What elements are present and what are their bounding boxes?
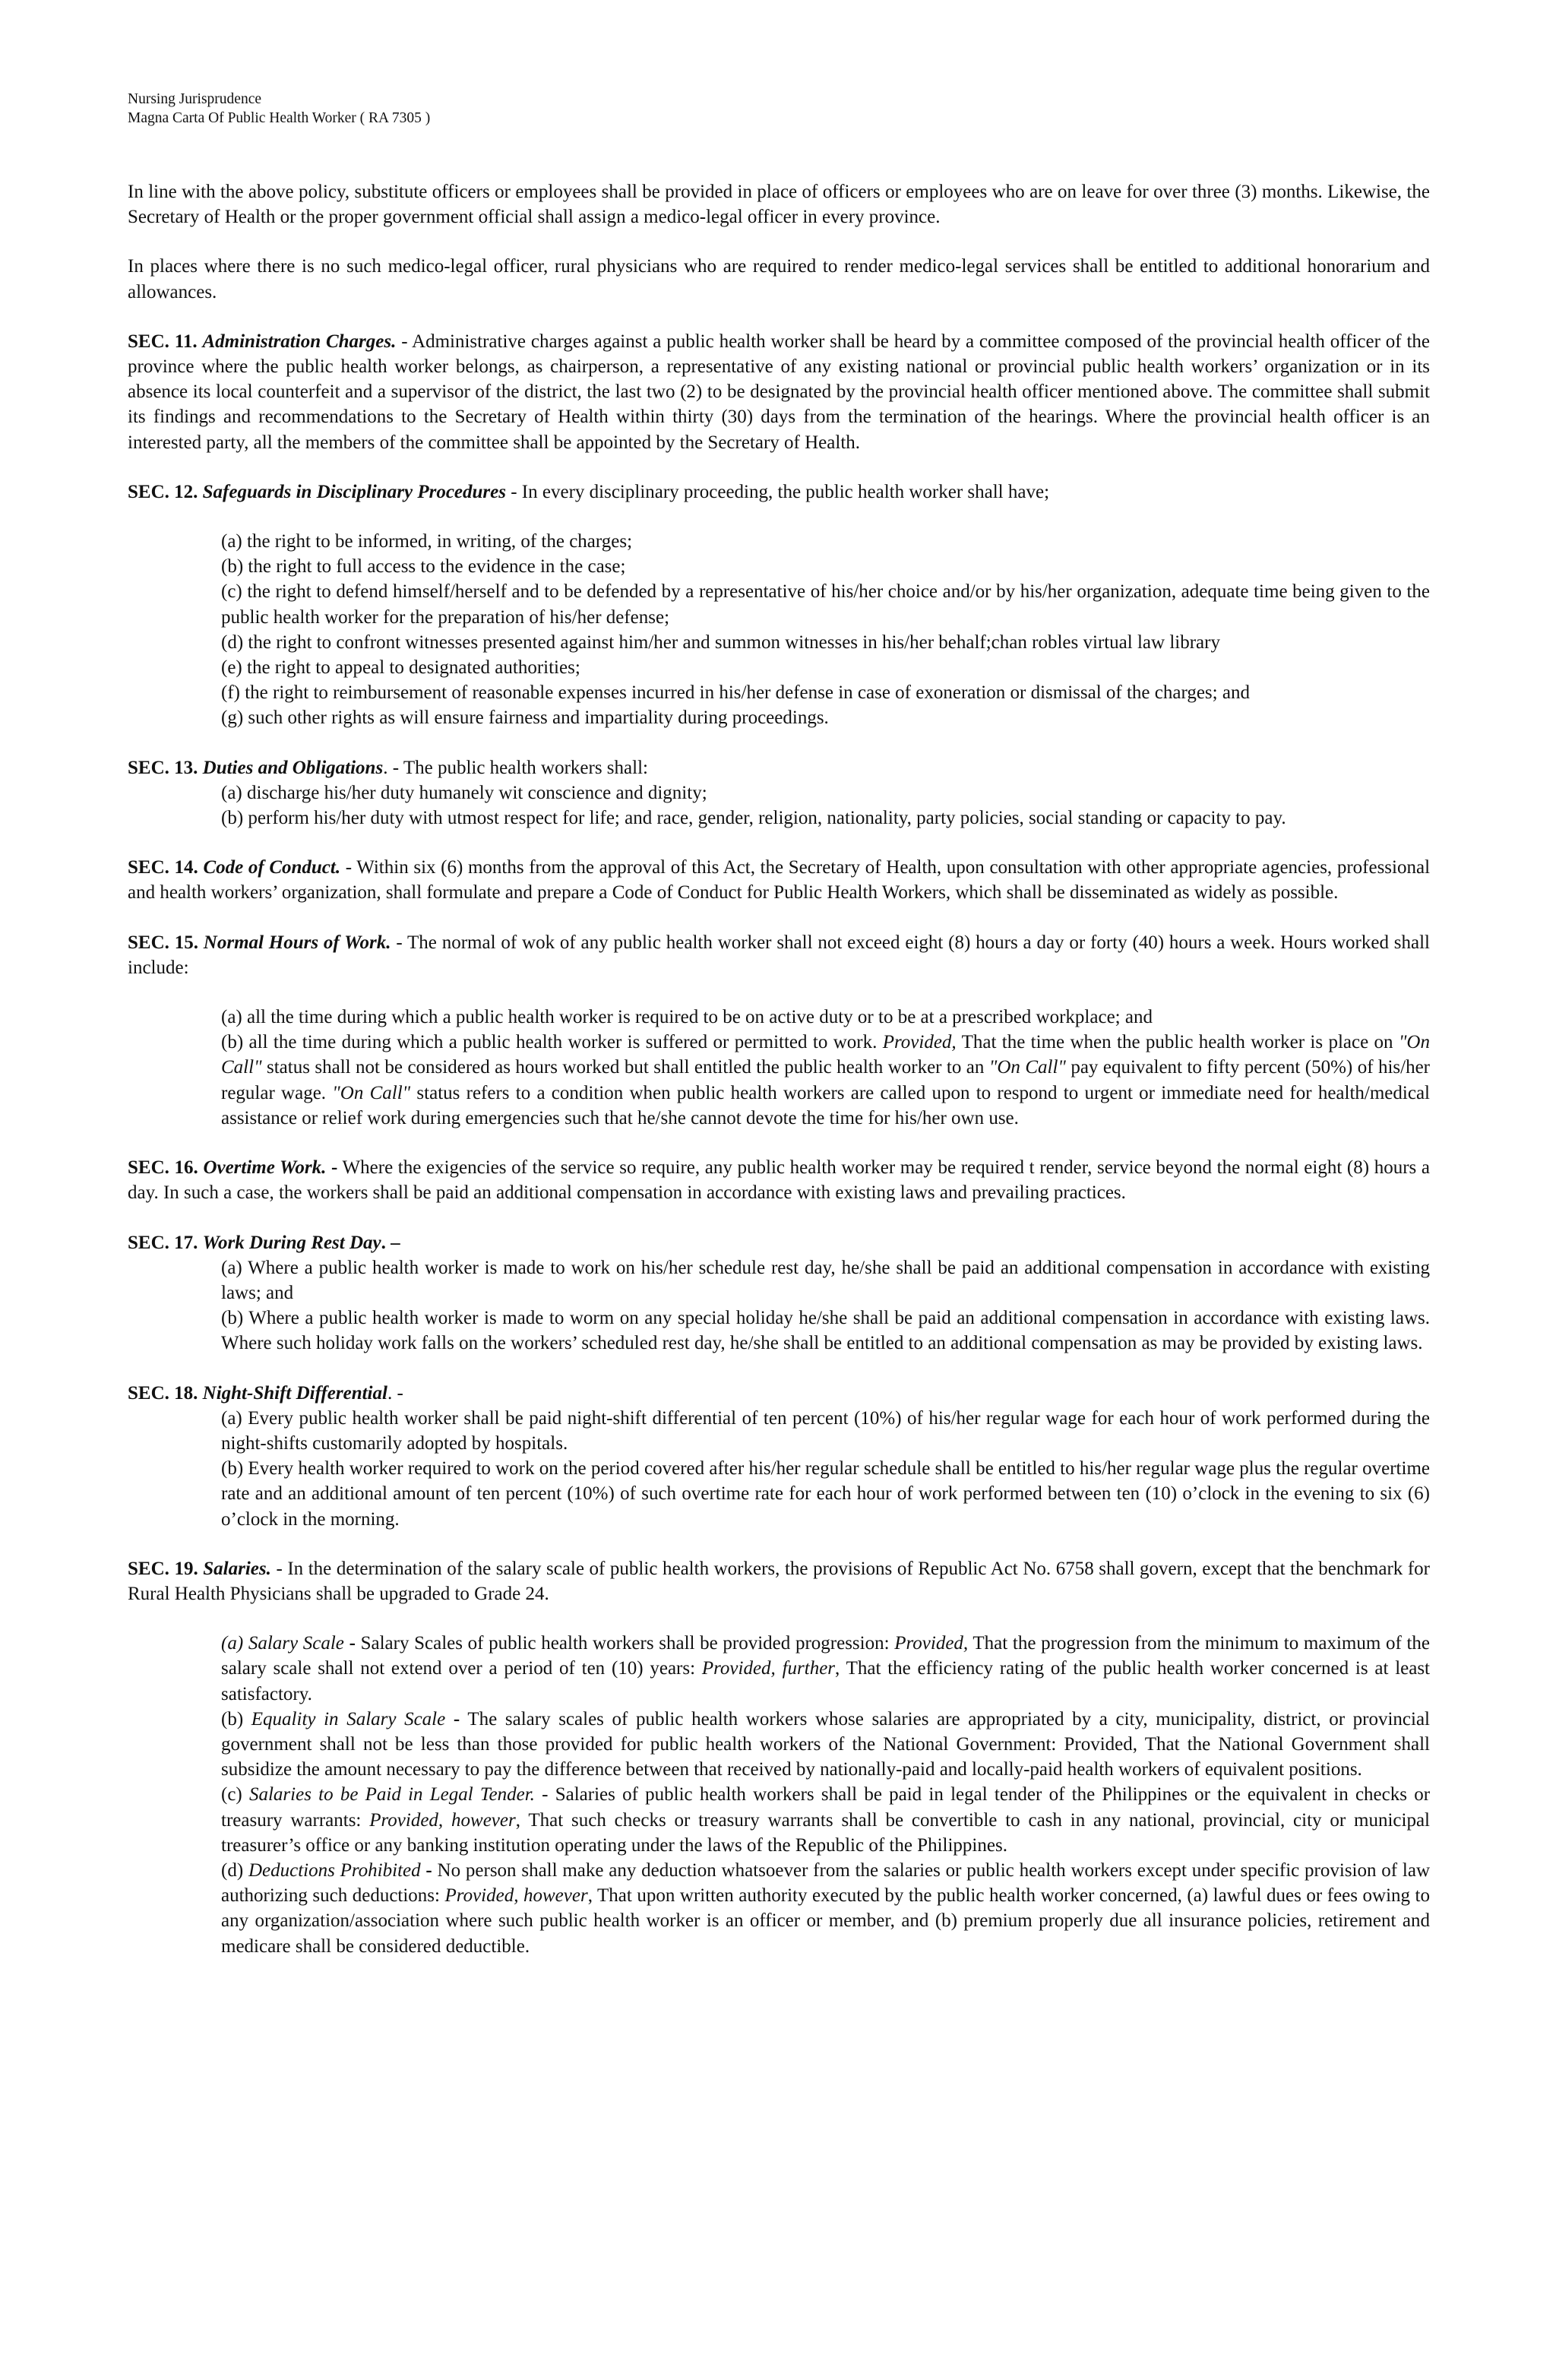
section-title: Overtime Work. xyxy=(203,1157,327,1179)
section-dash: - xyxy=(326,1157,338,1179)
section-text: - The normal of wok of any public health worker shall not exceed eight (8) hours a day or forty (40) hours a week. Hours worked shall include: xyxy=(128,932,1430,978)
list-item: (a) Where a public health worker is made to work on his/her schedule rest day, he/she shall be paid an additional compensation in accordance with existing laws; and xyxy=(221,1257,1430,1303)
intro-paragraph: In places where there is no such medico-legal officer, rural physicians who are required to render medico-legal services shall be entitled to additional honorarium and allowances. xyxy=(128,256,1430,302)
list-item: (b) perform his/her duty with utmost respect for life; and race, gender, religion, nationality, party policies, social standing or capacity to pay. xyxy=(221,808,1286,829)
item-prefix: (b) xyxy=(221,1708,251,1730)
list-item: (a) all the time during which a public health worker is required to be on active duty or to be at a prescribed workplace; and xyxy=(221,1007,1153,1028)
section-number: SEC. 14. xyxy=(128,857,198,878)
header-subject: Nursing Jurisprudence xyxy=(128,91,262,107)
section-19 xyxy=(128,1556,1430,1606)
section-18-items xyxy=(128,1406,1430,1532)
list-item: (d) the right to confront witnesses presented against him/her and summon witnesses in his/her behalf;chan robles virtual law library xyxy=(221,631,1220,653)
section-17 xyxy=(128,1230,1430,1255)
item-emphasis: Provided, however xyxy=(444,1885,588,1907)
section-text: - Administrative charges against a public health worker shall be heard by a committee composed of the provincial health officer of the province where the public health worker belongs, as chairperson, a representative of any existing national or provincial public health workers’ organization or in its absence its local counterfeit and a supervisor of the district, the last two (2) to be designated by the provincial health officer mentioned above. The committee shall submit its findings and recommendations to the Secretary of Health within thirty (30) days from the termination of the hearings. Where the provincial health officer is an interested party, all the members of the committee shall be appointed by the Secretary of Health. xyxy=(128,331,1430,453)
section-number: SEC. 18. xyxy=(128,1382,198,1404)
list-item: (b) Where a public health worker is made to worm on any special holiday he/she shall be paid an additional compensation in accordance with existing laws. Where such holiday work falls on the workers’ scheduled rest day, he/she shall be entitled to an additional compensation as may be provided by existing laws. xyxy=(221,1308,1430,1354)
item-prefix: (c) xyxy=(221,1784,249,1806)
section-number: SEC. 17. xyxy=(128,1232,198,1253)
item-text: That the time when the public health worker is place on xyxy=(956,1032,1399,1053)
list-item: (a) discharge his/her duty humanely wit conscience and dignity; xyxy=(221,782,707,803)
item-label: Deductions Prohibited xyxy=(248,1859,421,1881)
item-emphasis: Provided, however xyxy=(369,1809,516,1831)
item-emphasis: "On Call" xyxy=(221,1032,1430,1078)
section-number: SEC. 16. xyxy=(128,1157,198,1179)
item-emphasis: "On Call" xyxy=(332,1082,411,1103)
item-dash: - xyxy=(343,1633,356,1654)
list-item xyxy=(221,1030,1430,1131)
section-title: Salaries. xyxy=(203,1558,271,1579)
item-prefix: (d) xyxy=(221,1859,248,1881)
section-13-items xyxy=(128,780,1430,831)
item-text: , That upon written authority executed by the public health worker concerned, (a) lawful dues or fees owing to any organization/association where such public health worker is an officer or member, and (b) premium properly due all insurance policies, retirement and medicare shall be considered deductible. xyxy=(221,1885,1430,1957)
item-text: status refers to a condition when public health workers are called upon to respond to urgent or immediate need for health/medical assistance or relief work during emergencies such that he/she cannot devote the time for his/her own use. xyxy=(221,1082,1430,1128)
item-emphasis: Provided, further xyxy=(701,1658,836,1679)
list-item: (e) the right to appeal to designated authorities; xyxy=(221,657,580,679)
item-text: , That the efficiency rating of the public health worker concerned is at least satisfactory. xyxy=(221,1658,1431,1704)
item-text: (b) all the time during which a public health worker is suffered or permitted to work. xyxy=(221,1032,883,1053)
list-item xyxy=(221,1782,1430,1858)
intro-paragraph: In line with the above policy, substitute officers or employees shall be provided in place of officers or employees who are on leave for over three (3) months. Likewise, the Secretary of Health or the proper government official shall assign a medico-legal officer in every province. xyxy=(128,182,1430,228)
item-text: No person shall make any deduction whatsoever from the salaries or public health workers except under specific provision of law authorizing such deductions: xyxy=(221,1859,1431,1907)
list-item: (a) the right to be informed, in writing, of the charges; xyxy=(221,531,633,552)
item-text: , That such checks or treasury warrants shall be convertible to cash in any national, provincial, city or municipal treasurer’s office or any banking institution operating under the laws of the Republic of the Philippines. xyxy=(221,1809,1431,1856)
list-item: (f) the right to reimbursement of reasonable expenses incurred in his/her defense in case of exoneration or dismissal of the charges; and xyxy=(221,682,1250,704)
item-label: Equality in Salary Scale xyxy=(251,1708,446,1730)
section-12 xyxy=(128,479,1430,505)
item-text: pay equivalent to fifty percent (50%) of his/her regular wage. xyxy=(221,1057,1430,1103)
section-title: Night-Shift Differential xyxy=(202,1382,387,1404)
section-title: Normal Hours of Work. xyxy=(203,932,391,953)
page-header xyxy=(128,90,1430,128)
section-17-items xyxy=(128,1255,1430,1356)
item-text: That the progression from the minimum to maximum of the salary scale shall not extend over a period of ten (10) years: xyxy=(221,1633,1430,1679)
section-number: SEC. 15. xyxy=(128,932,198,953)
section-text: . – xyxy=(381,1232,400,1253)
list-item xyxy=(221,1858,1430,1959)
section-text: Where the exigencies of the service so require, any public health worker may be required t render, service beyond the normal eight (8) hours a day. In such a case, the workers shall be paid an additional compensation in accordance with existing laws and prevailing practices. xyxy=(128,1157,1430,1204)
item-emphasis: "On Call" xyxy=(988,1057,1066,1078)
header-title: Magna Carta Of Public Health Worker ( RA 7305 ) xyxy=(128,110,431,126)
section-15 xyxy=(128,930,1430,980)
list-item xyxy=(221,1631,1430,1707)
list-item: (b) Every health worker required to work on the period covered after his/her regular schedule shall be entitled to his/her regular wage plus the regular overtime rate and an additional amount of ten percent (10%) of such overtime rate for each hour of work performed between ten (10) o’clock in the evening to six (6) o’clock in the morning. xyxy=(221,1458,1430,1530)
list-item: (g) such other rights as will ensure fairness and impartiality during proceedings. xyxy=(221,707,829,729)
item-text: Salary Scales of public health workers shall be provided progression: xyxy=(355,1633,895,1654)
section-18 xyxy=(128,1381,1430,1406)
section-13 xyxy=(128,755,1430,780)
item-emphasis: Provided, xyxy=(894,1633,969,1654)
section-15-items xyxy=(128,1005,1430,1131)
section-title: Code of Conduct. xyxy=(203,857,341,878)
section-text: - Within six (6) months from the approval of this Act, the Secretary of Health, upon consultation with other appropriate agencies, professional and health workers’ organization, shall formulate and prepare a Code of Conduct for Public Health Workers, which shall be disseminated as widely as possible. xyxy=(128,857,1431,904)
item-emphasis: Provided, xyxy=(882,1032,957,1053)
section-text: - In every disciplinary proceeding, the public health worker shall have; xyxy=(505,481,1050,502)
item-text: The salary scales of public health workers whose salaries are appropriated by a city, municipality, district, or provincial government shall not be less than those provided for public health workers of the National Government: Provided, That the National Government shall subsidize the amount necessary to pay the difference between that received by nationally-paid and locally-paid health workers of equivalent positions. xyxy=(221,1708,1431,1780)
list-item: (a) Every public health worker shall be paid night-shift differential of ten percent (10%) of his/her regular wage for each hour of work performed during the night-shifts customarily adopted by hospitals. xyxy=(221,1407,1430,1454)
section-title: Administration Charges. xyxy=(202,331,397,352)
item-text: status shall not be considered as hours worked but shall entitled the public health worker to an xyxy=(261,1057,989,1078)
section-16 xyxy=(128,1155,1430,1205)
section-text: . - The public health workers shall: xyxy=(383,757,648,778)
item-dash: - xyxy=(445,1708,460,1730)
list-item: (b) the right to full access to the evidence in the case; xyxy=(221,556,626,578)
item-label: Salaries to be Paid in Legal Tender. xyxy=(248,1784,535,1806)
section-number: SEC. 12. xyxy=(128,481,198,502)
section-number: SEC. 11. xyxy=(128,331,198,352)
section-14 xyxy=(128,855,1430,905)
section-11 xyxy=(128,329,1430,455)
section-title: Work During Rest Day xyxy=(202,1232,381,1253)
section-12-items xyxy=(128,529,1430,731)
item-text: - Salaries of public health workers shall be paid in legal tender of the Philippines or the equivalent in checks or treasury warrants: xyxy=(221,1784,1431,1831)
section-text: - In the determination of the salary scale of public health workers, the provisions of Republic Act No. 6758 shall govern, except that the benchmark for Rural Health Physicians shall be upgraded to Grade 24. xyxy=(128,1558,1431,1604)
item-dash: - xyxy=(420,1859,432,1881)
section-title: Duties and Obligations xyxy=(202,757,384,778)
section-title: Safeguards in Disciplinary Procedures xyxy=(202,481,506,502)
list-item xyxy=(221,1707,1430,1783)
section-text: . - xyxy=(387,1382,403,1404)
list-item: (c) the right to defend himself/herself and to be defended by a representative of his/her choice and/or by his/her organization, adequate time being given to the public health worker for the preparation of his/her defense; xyxy=(221,581,1430,628)
section-number: SEC. 13. xyxy=(128,757,198,778)
document-page xyxy=(128,90,1430,1983)
section-number: SEC. 19. xyxy=(128,1558,198,1579)
item-label: (a) Salary Scale xyxy=(221,1633,344,1654)
section-19-items xyxy=(128,1631,1430,1959)
